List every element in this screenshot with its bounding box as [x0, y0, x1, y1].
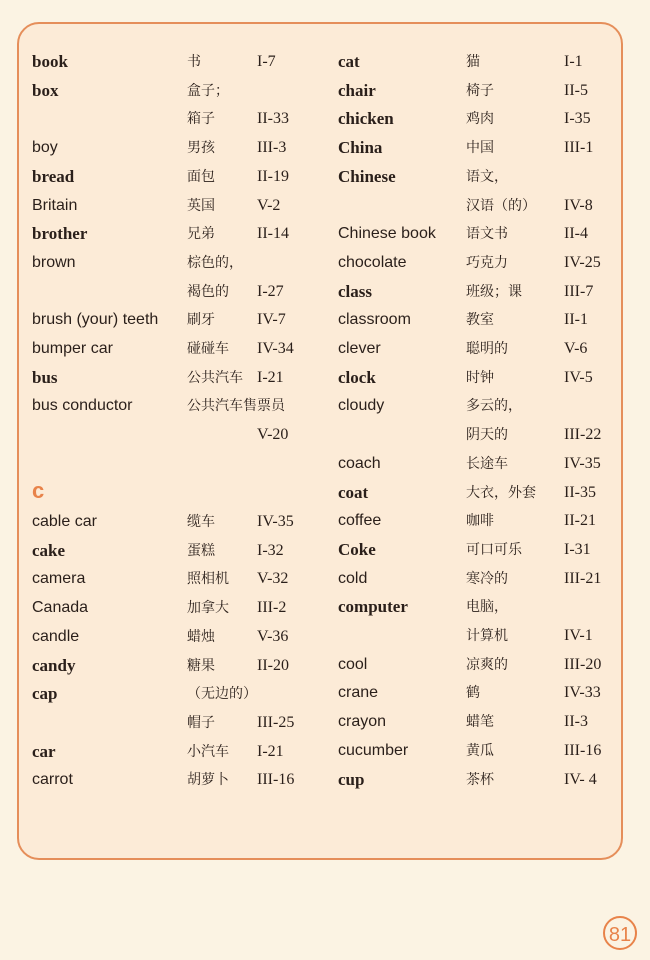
entry-translation: 寒冷的 [466, 570, 508, 587]
entry-unit-reference: III-16 [564, 741, 602, 759]
entry-word: candle [32, 627, 80, 645]
entry-translation: 巧克力 [466, 254, 508, 271]
entry-word: bread [32, 166, 75, 186]
entry-translation: 蜡笔 [466, 714, 494, 731]
entry-word: cloudy [338, 397, 385, 415]
entry-word: camera [32, 570, 86, 588]
entry-word: cat [338, 52, 360, 71]
entry-unit-reference: III-2 [257, 599, 287, 617]
entry-unit-reference: II-35 [564, 483, 596, 501]
entry-word: China [338, 138, 383, 158]
entry-unit-reference: II-3 [564, 713, 588, 731]
entry-word: box [32, 80, 59, 100]
section-letter-heading: c [32, 478, 45, 503]
entry-translation: 大衣，外套 [466, 484, 536, 501]
entry-translation: 电脑， [466, 599, 508, 616]
entry-unit-reference: III-3 [257, 139, 287, 157]
entry-translation: （无边的） [187, 686, 257, 703]
entry-word: crayon [338, 713, 387, 731]
page-number: 81 [603, 916, 637, 950]
entry-translation: 帽子 [187, 714, 215, 731]
entry-unit-reference: II-1 [564, 311, 588, 329]
entry-unit-reference: I-21 [257, 368, 284, 386]
entry-word: bumper car [32, 340, 113, 357]
glossary-panel [17, 22, 623, 860]
entry-unit-reference: V-6 [564, 340, 588, 357]
entry-translation: 椅子 [466, 82, 494, 99]
entry-unit-reference: III-16 [257, 771, 295, 789]
entry-word: clever [338, 340, 381, 357]
entry-word: crane [338, 684, 379, 702]
entry-word: cold [338, 569, 368, 587]
entry-word: coffee [338, 512, 382, 530]
entry-unit-reference: II-14 [257, 225, 289, 243]
entry-unit-reference: I-7 [257, 53, 276, 70]
entry-word: cup [338, 769, 365, 789]
entry-translation: 兄弟 [187, 226, 215, 243]
entry-unit-reference: I-31 [564, 540, 591, 558]
entry-word: coat [338, 482, 369, 502]
entry-unit-reference: I-1 [564, 53, 583, 70]
entry-translation: 蜡烛 [187, 628, 215, 645]
entry-translation: 刷牙 [187, 312, 215, 329]
entry-unit-reference: I-27 [257, 282, 284, 300]
entry-unit-reference: IV-35 [257, 513, 294, 530]
entry-translation: 书 [187, 54, 201, 70]
entry-translation: 班级；课 [466, 283, 522, 300]
entry-unit-reference: V-36 [257, 627, 289, 645]
entry-translation: 胡萝卜 [187, 772, 229, 789]
entry-word: computer [338, 597, 408, 617]
entry-unit-reference: II-4 [564, 225, 588, 243]
entry-unit-reference: I-32 [257, 541, 284, 559]
entry-translation: 缆车 [187, 514, 215, 530]
entry-unit-reference: III-1 [564, 139, 594, 157]
entry-translation: 语文书 [466, 226, 508, 243]
entry-translation: 汉语（的） [466, 197, 536, 214]
entry-unit-reference: II-33 [257, 110, 289, 128]
entry-word: cable car [32, 513, 97, 530]
entry-translation: 照相机 [187, 571, 229, 588]
entry-translation: 语文， [466, 168, 508, 185]
entry-word: brush (your) teeth [32, 311, 159, 329]
entry-translation: 面包 [187, 168, 215, 185]
entry-unit-reference: III-21 [564, 569, 602, 587]
entry-word: cucumber [338, 741, 409, 759]
entry-word: cake [32, 540, 66, 560]
entry-translation: 猫 [466, 54, 480, 70]
entry-translation: 褐色的 [187, 283, 229, 300]
entry-unit-reference: II-20 [257, 656, 289, 674]
entry-word: class [338, 281, 372, 301]
entry-translation: 鹤 [466, 685, 480, 702]
entry-word: bus conductor [32, 397, 133, 415]
entry-translation: 糖果 [187, 657, 215, 674]
entry-translation: 多云的， [466, 398, 522, 415]
entry-translation: 可口可乐 [466, 541, 522, 558]
entry-translation: 小汽车 [187, 743, 229, 760]
entry-unit-reference: IV-5 [564, 368, 593, 386]
entry-unit-reference: II-21 [564, 512, 596, 530]
entry-unit-reference: III-22 [564, 426, 602, 444]
entry-unit-reference: IV-7 [257, 311, 286, 329]
entry-translation: 黄瓜 [466, 742, 494, 759]
entry-word: chair [338, 80, 376, 100]
entry-translation: 时钟 [466, 369, 494, 386]
entry-unit-reference: IV-25 [564, 253, 601, 271]
entry-word: Chinese [338, 166, 396, 186]
entry-translation: 凉爽的 [466, 656, 508, 673]
entry-unit-reference: III-7 [564, 282, 594, 300]
entry-translation: 盒子； [187, 82, 229, 99]
entry-word: brother [32, 224, 88, 244]
entry-word: cap [32, 684, 58, 704]
entry-word: Canada [32, 599, 89, 617]
entry-translation: 计算机 [466, 628, 508, 644]
entry-unit-reference: IV-33 [564, 684, 601, 702]
entry-word: brown [32, 253, 76, 271]
entry-word: clock [338, 367, 376, 387]
entry-translation: 加拿大 [187, 600, 229, 617]
entry-word: carrot [32, 771, 73, 789]
entry-translation: 茶杯 [466, 771, 494, 788]
entry-unit-reference: IV- 4 [564, 770, 597, 788]
entry-translation: 棕色的， [187, 254, 243, 271]
entry-unit-reference: V-32 [257, 570, 289, 588]
entry-word: Chinese book [338, 225, 436, 243]
entry-unit-reference: III-25 [257, 713, 295, 731]
entry-unit-reference: III-20 [564, 655, 602, 673]
entry-translation: 长途车 [466, 455, 508, 472]
entry-word: cool [338, 655, 368, 673]
entry-word: Coke [338, 539, 376, 559]
entry-word: classroom [338, 311, 411, 329]
entry-unit-reference: I-21 [257, 742, 284, 760]
entry-translation: 英国 [187, 197, 215, 214]
entry-unit-reference: II-5 [564, 81, 588, 99]
entry-word: chicken [338, 109, 394, 129]
entry-translation: 公共汽车 [187, 369, 243, 386]
entry-word: boy [32, 139, 58, 157]
entry-word: chocolate [338, 253, 407, 271]
entry-translation: 阴天的 [466, 427, 508, 444]
entry-translation: 教室 [466, 312, 494, 329]
entry-unit-reference: IV-35 [564, 454, 601, 472]
entry-word: book [32, 52, 68, 71]
entry-word: candy [32, 655, 76, 675]
entry-unit-reference: V-2 [257, 196, 281, 214]
entry-unit-reference: IV-1 [564, 627, 593, 644]
entry-translation: 男孩 [187, 140, 215, 157]
entry-unit-reference: V-20 [257, 426, 289, 444]
entry-unit-reference: II-19 [257, 167, 289, 185]
entry-translation: 聪明的 [466, 341, 508, 357]
entry-word: car [32, 741, 56, 761]
entry-word: Britain [32, 196, 78, 214]
entry-translation: 蛋糕 [187, 542, 215, 559]
entry-unit-reference: IV-8 [564, 196, 593, 214]
entry-word: coach [338, 454, 381, 472]
entry-translation: 咖啡 [466, 513, 494, 530]
entry-word: bus [32, 367, 58, 387]
entry-translation: 鸡肉 [466, 111, 494, 128]
entry-translation: 中国 [466, 140, 494, 157]
entry-unit-reference: I-35 [564, 110, 591, 128]
entry-translation: 碰碰车 [187, 341, 229, 357]
entry-unit-reference: IV-34 [257, 340, 294, 357]
entry-translation: 公共汽车售票员 [187, 398, 285, 415]
entry-translation: 箱子 [187, 111, 215, 128]
